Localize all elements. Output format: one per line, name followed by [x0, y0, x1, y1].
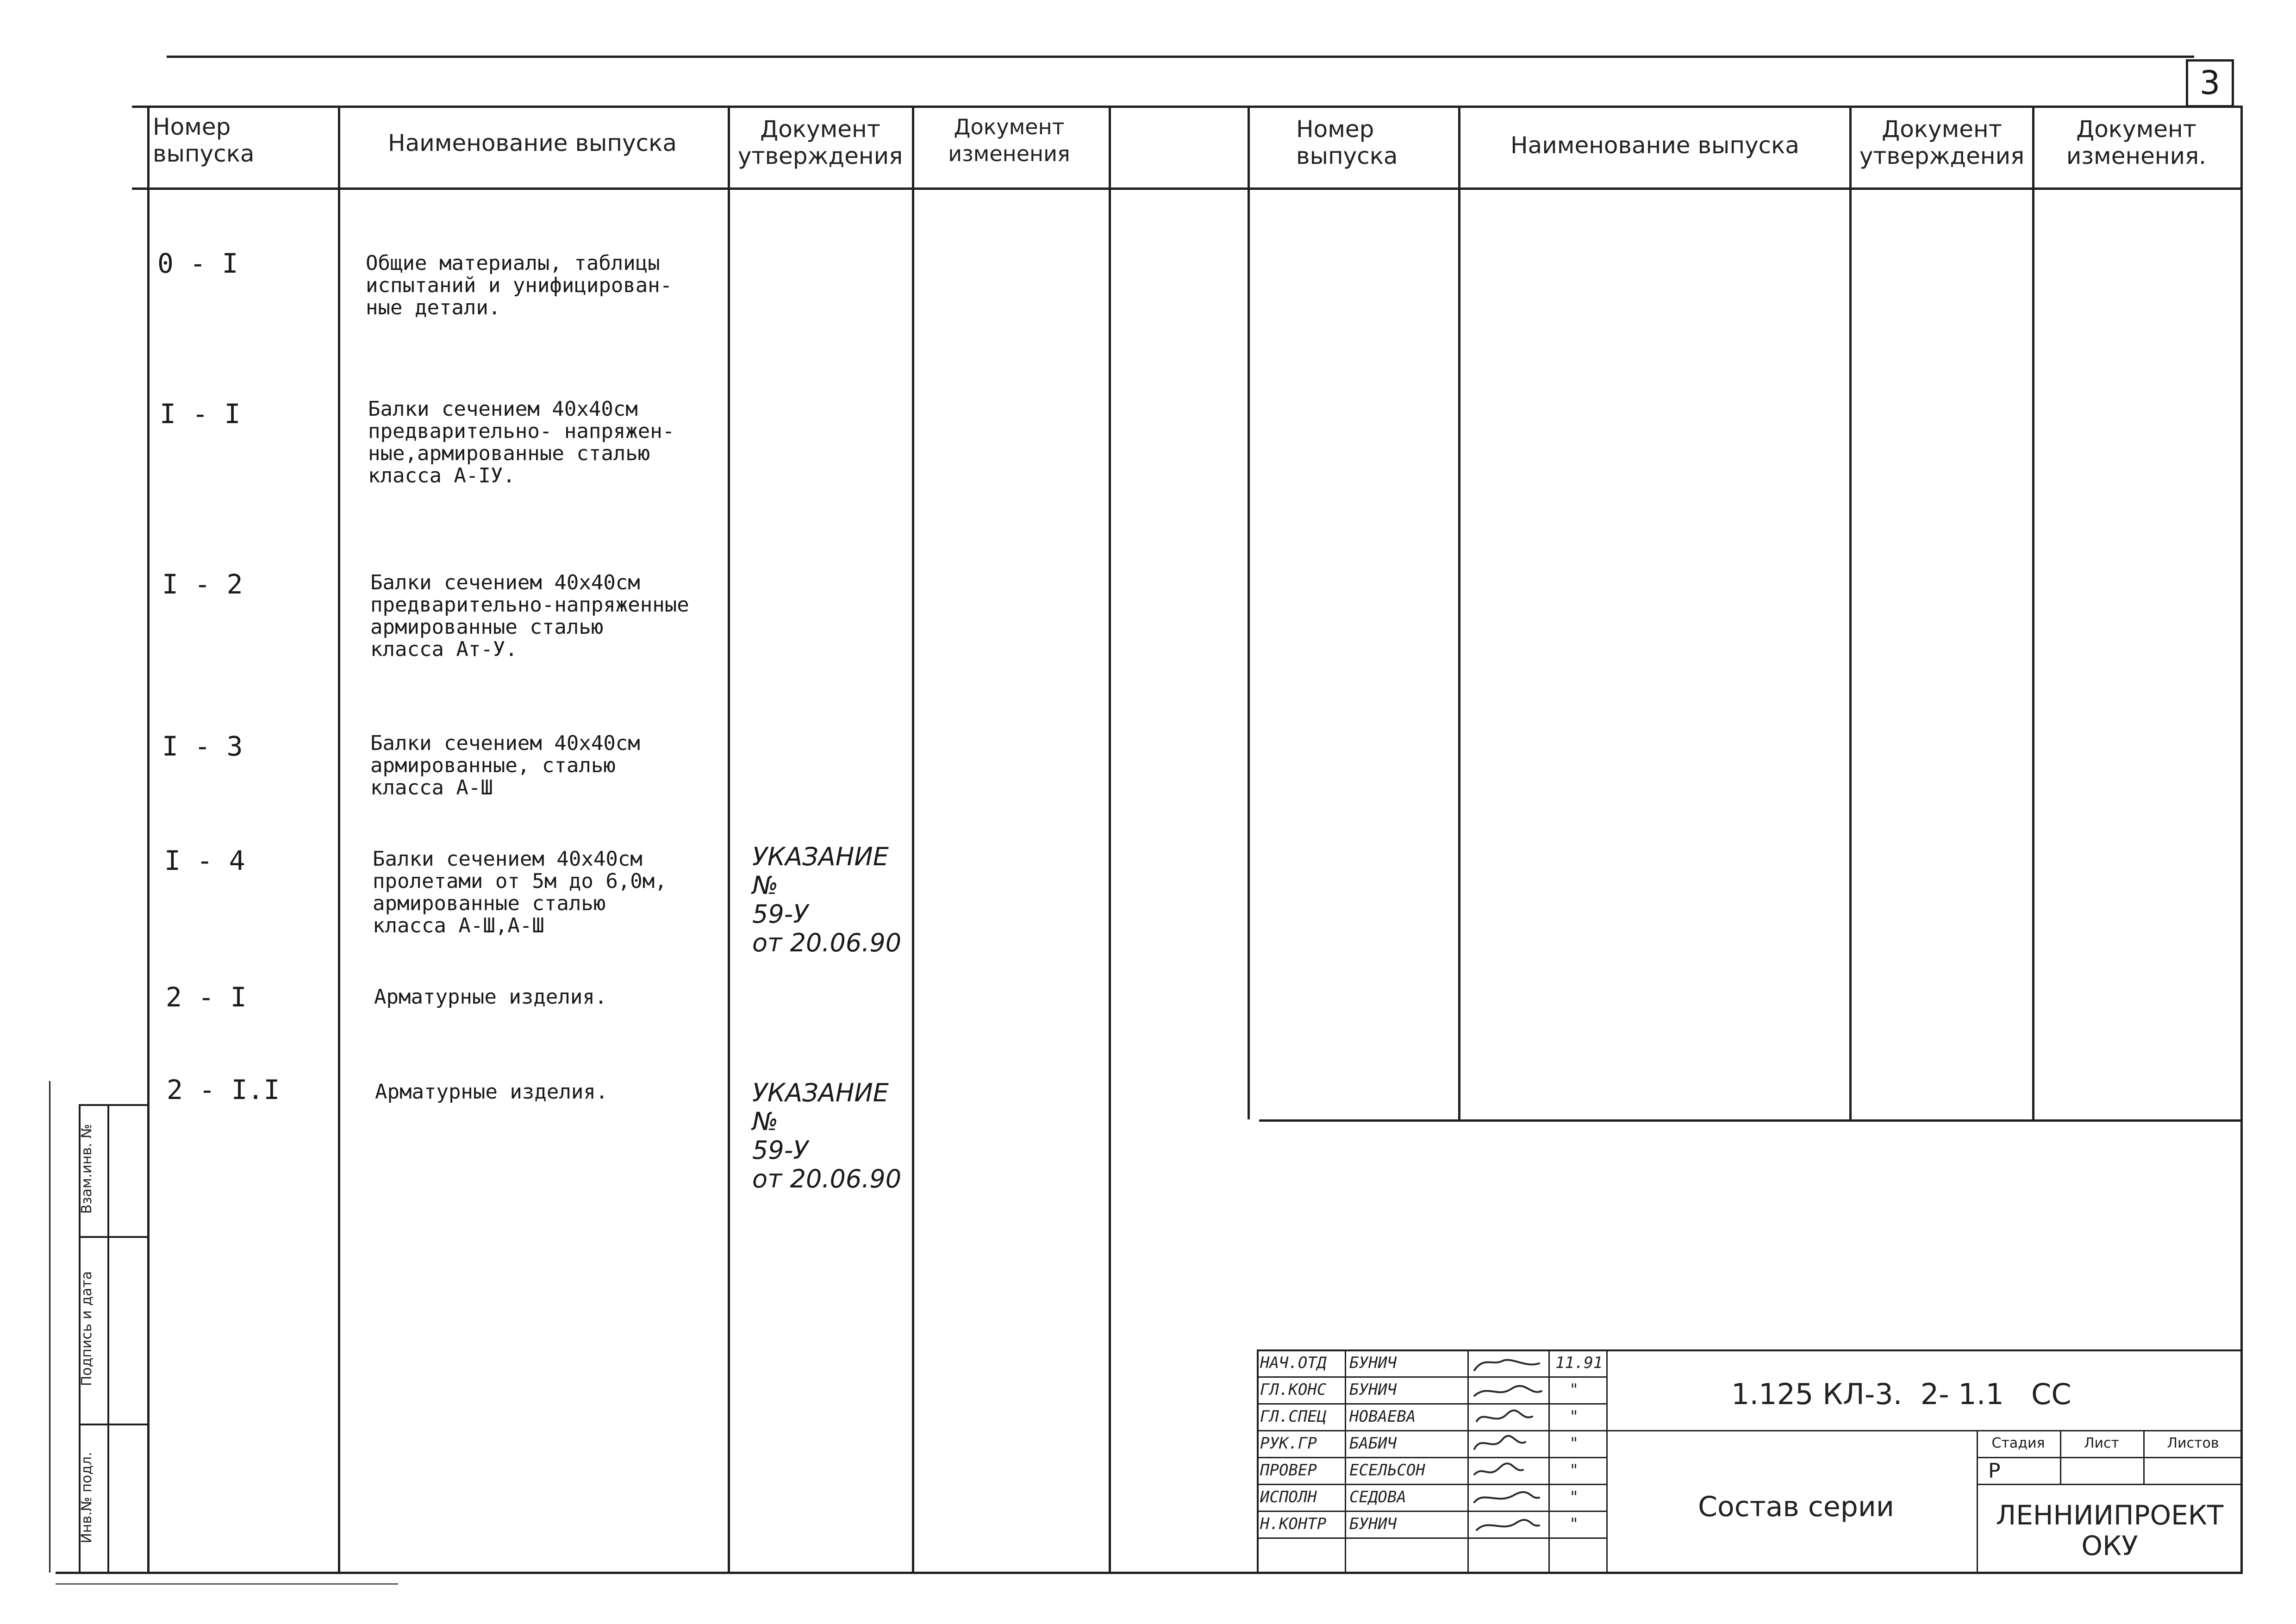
top-rule: [167, 56, 2194, 58]
tb-stage-col-2: [2143, 1430, 2145, 1484]
tb-name-2: НОВАЕВА: [1349, 1407, 1416, 1426]
tb-name-0: БУНИЧ: [1349, 1354, 1397, 1372]
tb-row-5: [1257, 1484, 1608, 1485]
right-header-issue-no: Номер выпуска: [1296, 116, 1398, 169]
tb-stage-value: Р: [1988, 1459, 2001, 1483]
left-header-issue-name: Наименование выпуска: [388, 130, 677, 156]
left-header-change-doc: Документ изменения: [948, 114, 1070, 166]
row-1-number: I - I: [160, 398, 241, 430]
tb-name-3: БАБИЧ: [1349, 1434, 1397, 1453]
tb-stage-row-2: [1977, 1484, 2243, 1485]
rcol-sep-1: [1248, 106, 1250, 1119]
rcol-sep-3: [1849, 106, 1852, 1119]
tb-role-4: ПРОВЕР: [1260, 1461, 1317, 1480]
row-5-number: 2 - I: [166, 981, 247, 1013]
row-0-name: Общие материалы, таблицы испытаний и унифицирован- ные детали.: [366, 251, 673, 319]
row-2-name: Балки сечением 40х40см предварительно-напряженные армированные сталью класса Ат-У.: [370, 571, 689, 661]
header-bottom-line: [132, 187, 2243, 190]
tb-name-5: СЕДОВА: [1349, 1488, 1406, 1506]
tb-date-1: ": [1569, 1380, 1579, 1399]
signatures-image: [1470, 1352, 1547, 1569]
tb-stage-label: Стадия: [1991, 1435, 2045, 1451]
header-top-line: [132, 106, 2243, 108]
tb-row-1: [1257, 1376, 1608, 1378]
col-sep-4: [1109, 106, 1111, 1573]
side-stamp-signature-date: Подпись и дата: [79, 1271, 95, 1387]
tb-title: Состав серии: [1698, 1491, 1894, 1523]
col-sep-1: [338, 106, 340, 1573]
right-border: [2240, 106, 2243, 1573]
side-stamp-replacement-inv: Взам.инв. №: [79, 1124, 95, 1214]
rcol-sep-4: [2032, 106, 2034, 1119]
scan-artifact-line: [56, 1583, 398, 1585]
row-2-number: I - 2: [162, 568, 243, 600]
tb-date-0: 11.91: [1555, 1354, 1603, 1372]
page-number-box: [2186, 59, 2234, 107]
row-4-number: I - 4: [164, 845, 245, 876]
tb-role-3: РУК.ГР: [1260, 1434, 1317, 1453]
tb-name-4: ЕСЕЛЬСОН: [1349, 1461, 1425, 1480]
tb-row-4: [1257, 1457, 1608, 1458]
right-header-approval-doc: Документ утверждения: [1859, 116, 2025, 169]
tb-stage-left: [1977, 1430, 1978, 1572]
side-stamp-original-inv: Инв.№ подл.: [79, 1452, 95, 1543]
row-6-approval: УКАЗАНИЕ № 59-У от 20.06.90: [752, 1078, 902, 1193]
left-border: [147, 106, 150, 1573]
tb-date-6: ": [1569, 1515, 1579, 1533]
side-stamp-div-2: [79, 1424, 148, 1425]
tb-row-3: [1257, 1430, 2243, 1431]
row-5-name: Арматурные изделия.: [374, 985, 607, 1009]
side-stamp-div-1: [79, 1236, 148, 1238]
tb-role-6: Н.КОНТР: [1260, 1515, 1327, 1533]
tb-stage-col-1: [2060, 1430, 2061, 1484]
row-0-number: 0 - I: [157, 248, 238, 279]
row-3-name: Балки сечением 40х40см армированные, сталью класса А-Ш: [370, 731, 640, 800]
tb-stage-row-1: [1977, 1457, 2243, 1458]
tb-date-2: ": [1569, 1407, 1579, 1426]
right-header-change-doc: Документ изменения.: [2066, 116, 2207, 169]
rcol-sep-2: [1458, 106, 1460, 1119]
bottom-border: [56, 1572, 2243, 1574]
tb-row-7: [1257, 1537, 1608, 1539]
right-table-bottom: [1259, 1119, 2243, 1122]
left-header-issue-no: Номер выпуска: [153, 113, 255, 167]
tb-name-1: БУНИЧ: [1349, 1380, 1397, 1399]
tb-role-5: ИСПОЛН: [1260, 1488, 1317, 1506]
tb-sheet-label: Лист: [2084, 1435, 2120, 1451]
tb-top: [1257, 1349, 2243, 1351]
col-sep-3: [912, 106, 914, 1573]
col-sep-2: [728, 106, 730, 1573]
right-header-issue-name: Наименование выпуска: [1510, 132, 1799, 159]
tb-row-2: [1257, 1403, 1608, 1405]
side-stamp-outer: [49, 1081, 50, 1573]
tb-row-6: [1257, 1511, 1608, 1512]
tb-role-1: ГЛ.КОНС: [1260, 1380, 1327, 1399]
row-6-name: Арматурные изделия.: [375, 1080, 608, 1104]
tb-date-4: ": [1569, 1461, 1579, 1480]
page-number: 3: [2199, 64, 2221, 102]
tb-name-6: БУНИЧ: [1349, 1515, 1397, 1533]
row-1-name: Балки сечением 40х40см предварительно- напряжен- ные,армированные сталью класса А-IУ.: [368, 397, 675, 487]
row-4-name: Балки сечением 40х40см пролетами от 5м до 6,0м, армированные сталью класса А-Ш,А-Ш: [373, 847, 667, 937]
left-header-approval-doc: Документ утверждения: [737, 116, 903, 169]
tb-role-2: ГЛ.СПЕЦ: [1260, 1407, 1327, 1426]
row-6-number: 2 - I.I: [167, 1074, 280, 1106]
tb-date-5: ": [1569, 1488, 1579, 1506]
tb-organization: ЛЕННИИПРОЕКТ ОКУ: [1996, 1499, 2224, 1562]
tb-sheets-label: Листов: [2167, 1435, 2219, 1451]
side-stamp-right: [107, 1104, 109, 1573]
tb-designation: 1.125 КЛ-3. 2- 1.1 СС: [1731, 1377, 2071, 1411]
row-4-approval: УКАЗАНИЕ № 59-У от 20.06.90: [752, 842, 902, 957]
row-3-number: I - 3: [162, 731, 243, 762]
tb-date-3: ": [1569, 1434, 1579, 1453]
tb-role-0: НАЧ.ОТД: [1260, 1354, 1327, 1372]
